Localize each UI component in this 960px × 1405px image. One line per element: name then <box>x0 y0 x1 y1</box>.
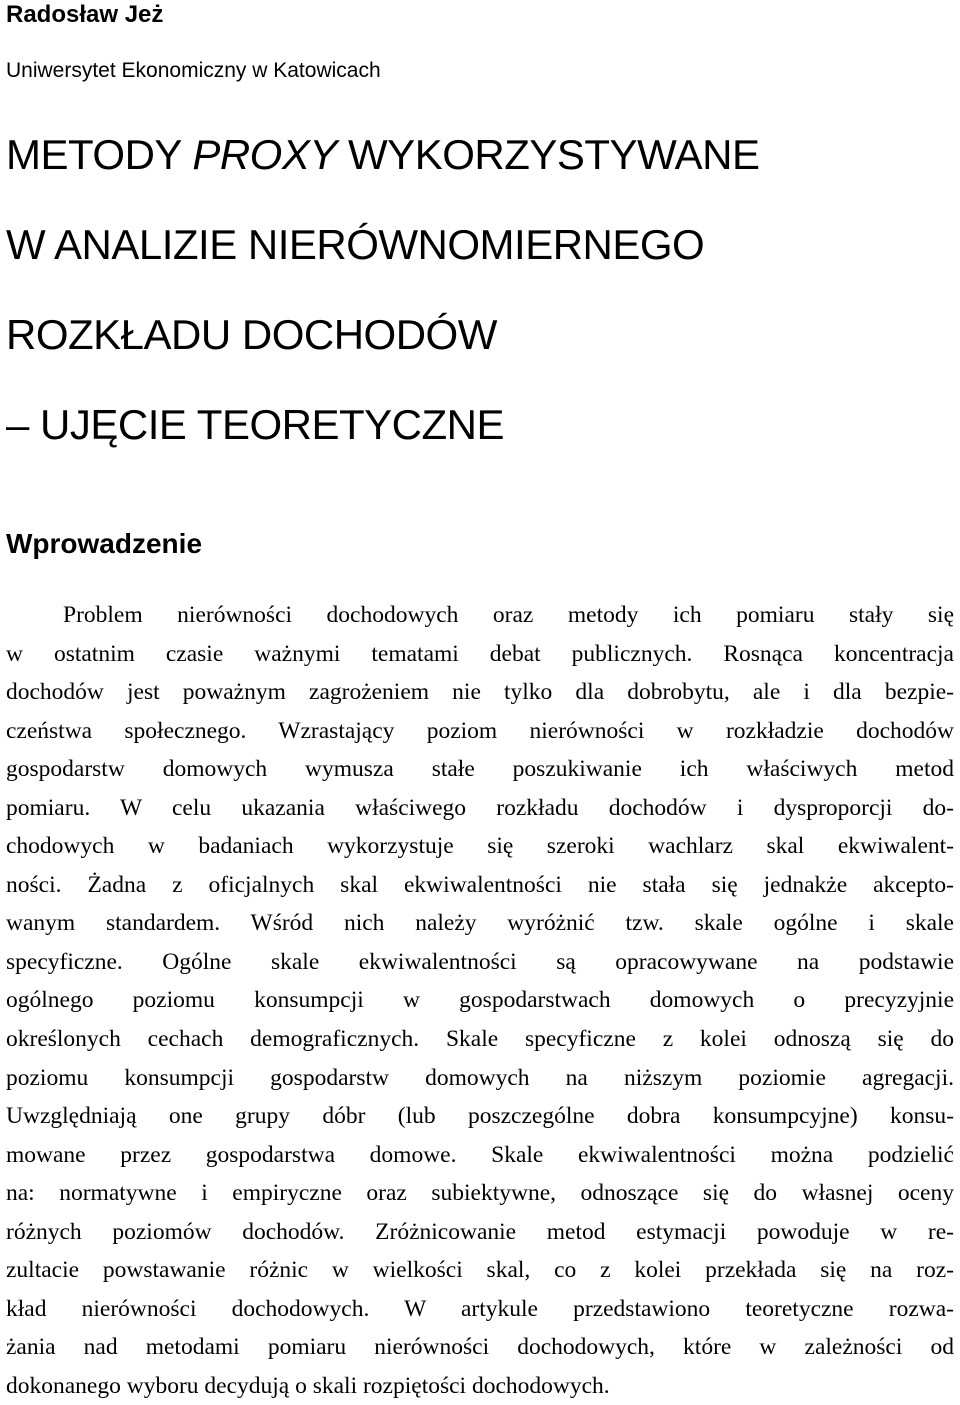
title-line-1-start: METODY <box>6 131 193 178</box>
paper-title <box>6 120 946 480</box>
section-heading: Wprowadzenie <box>6 528 203 559</box>
paragraph-line: ogólnego poziomu konsumpcji w gospodarstwach domowych o precyzyjnie <box>6 987 954 1014</box>
title-line-3: ROZKŁADU DOCHODÓW <box>6 311 497 358</box>
paragraph-line: specyficzne. Ogólne skale ekwiwalentności są opracowywane na podstawie <box>6 948 954 975</box>
title-proxy-italic: PROXY <box>192 131 337 178</box>
paragraph-line: określonych cechach demograficznych. Skale specyficzne z kolei odnoszą się do <box>6 1026 954 1053</box>
paragraph-line: różnych poziomów dochodów. Zróżnicowanie metod estymacji powoduje w re- <box>6 1218 954 1245</box>
paragraph-line: w ostatnim czasie ważnymi tematami debat publicznych. Rosnąca koncentracja <box>6 640 954 667</box>
paragraph-line: czeństwa społecznego. Wzrastający poziom nierówności w rozkładzie dochodów <box>6 717 954 744</box>
paragraph-line: na: normatywne i empiryczne oraz subiektywne, odnoszące się do własnej oceny <box>6 1180 954 1207</box>
author-name: Radosław Jeż <box>6 1 164 28</box>
author-affiliation: Uniwersytet Ekonomiczny w Katowicach <box>6 59 381 82</box>
paragraph-line: wanym standardem. Wśród nich należy wyróżnić tzw. skale ogólne i skale <box>6 910 954 937</box>
paragraph-line: ności. Żadna z oficjalnych skal ekwiwalentności nie stała się jednakże akcepto- <box>6 871 954 898</box>
paragraph-line: poziomu konsumpcji gospodarstw domowych na niższym poziomie agregacji. <box>6 1064 954 1091</box>
paragraph-line: pomiaru. W celu ukazania właściwego rozkładu dochodów i dysproporcji do- <box>6 794 954 821</box>
paragraph-line: dochodów jest poważnym zagrożeniem nie tylko dla dobrobytu, ale i dla bezpie- <box>6 679 954 706</box>
paragraph-line: gospodarstw domowych wymusza stałe poszukiwanie ich właściwych metod <box>6 756 954 783</box>
body-paragraph <box>6 596 954 1405</box>
paragraph-line: dokonanego wyboru decydują o skali rozpiętości dochodowych. <box>6 1372 610 1399</box>
paragraph-line: chodowych w badaniach wykorzystuje się szeroki wachlarz skal ekwiwalent- <box>6 833 954 860</box>
title-line-1-end: WYKORZYSTYWANE <box>336 131 760 178</box>
title-line-2: W ANALIZIE NIERÓWNOMIERNEGO <box>6 221 705 268</box>
paragraph-line: Uwzględniają one grupy dóbr (lub poszczególne dobra konsumpcyjne) konsu- <box>6 1103 954 1130</box>
paragraph-line: żania nad metodami pomiaru nierówności dochodowych, które w zależności od <box>6 1334 954 1361</box>
paragraph-line: Problem nierówności dochodowych oraz metody ich pomiaru stały się <box>63 602 954 628</box>
title-line-1 <box>6 120 946 210</box>
title-line-4: – UJĘCIE TEORETYCZNE <box>6 401 504 448</box>
paragraph-line: zultacie powstawanie różnic w wielkości skal, co z kolei przekłada się na roz- <box>6 1257 954 1284</box>
paragraph-line: kład nierówności dochodowych. W artykule przedstawiono teoretyczne rozwa- <box>6 1295 954 1322</box>
paragraph-line: mowane przez gospodarstwa domowe. Skale ekwiwalentności można podzielić <box>6 1141 954 1168</box>
